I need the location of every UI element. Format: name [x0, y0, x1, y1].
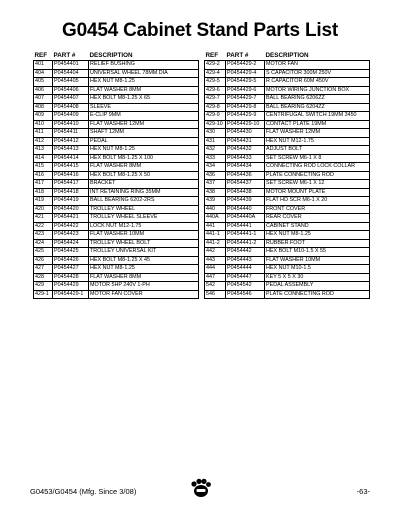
- part-number-cell: P0454429-2: [226, 61, 265, 70]
- part-number-cell: P0454444: [226, 265, 265, 274]
- ref-cell: 406: [34, 86, 53, 95]
- ref-cell: 415: [34, 163, 53, 172]
- ref-cell: 426: [34, 256, 53, 265]
- part-number-cell: P0454429-6: [226, 86, 265, 95]
- part-number-cell: P0454429-9: [226, 112, 265, 121]
- part-number-cell: P0454429-5: [226, 78, 265, 87]
- part-number-cell: P0454411: [53, 129, 89, 138]
- ref-cell: 429: [34, 282, 53, 291]
- part-number-cell: P0454424: [53, 239, 89, 248]
- table-row: [34, 231, 199, 240]
- table-row: [205, 112, 370, 121]
- page-title: G0454 Cabinet Stand Parts List: [62, 20, 338, 41]
- part-number-cell: P0454438: [226, 188, 265, 197]
- description-cell: KEY 5 X 5 X 30: [265, 273, 370, 282]
- table-row: [205, 95, 370, 104]
- description-cell: MOTOR WIRING JUNCTION BOX: [265, 86, 370, 95]
- ref-cell: 416: [34, 171, 53, 180]
- ref-cell: 429-4: [205, 69, 226, 78]
- part-number-cell: P0454416: [53, 171, 89, 180]
- description-cell: INT RETAINING RING 35MM: [89, 188, 199, 197]
- table-header-row: [34, 52, 199, 61]
- description-cell: PEDAL ASSEMBLY: [265, 282, 370, 291]
- ref-cell: 410: [34, 120, 53, 129]
- table-row: [205, 197, 370, 206]
- description-header: DESCRIPTION: [265, 52, 309, 59]
- description-cell: RUBBER FOOT: [265, 239, 370, 248]
- ref-cell: 429-2: [205, 61, 226, 70]
- description-cell: FLAT WASHER 12MM: [265, 129, 370, 138]
- description-cell: HEX BOLT M8-1.25 X 45: [89, 256, 199, 265]
- part-header: PART #: [53, 52, 76, 59]
- description-cell: FRONT COVER: [265, 205, 370, 214]
- ref-cell: 421: [34, 214, 53, 223]
- ref-cell: 404: [34, 69, 53, 78]
- table-row: [205, 120, 370, 129]
- part-number-cell: P0454441-2: [226, 239, 265, 248]
- table-row: [34, 188, 199, 197]
- table-row: [34, 290, 199, 299]
- ref-cell: 434: [205, 163, 226, 172]
- ref-cell: 427: [34, 265, 53, 274]
- table-row: [34, 137, 199, 146]
- ref-cell: 447: [205, 273, 226, 282]
- table-row: [34, 171, 199, 180]
- description-cell: LOCK NUT M12-1.75: [89, 222, 199, 231]
- part-number-cell: P0454421: [53, 214, 89, 223]
- description-cell: TROLLEY WHEEL SLEEVE: [89, 214, 199, 223]
- ref-cell: 418: [34, 188, 53, 197]
- table-row: [34, 273, 199, 282]
- part-number-cell: P0454429-7: [226, 95, 265, 104]
- description-cell: FLAT HD SCR M6-1 X 20: [265, 197, 370, 206]
- part-header: PART #: [226, 52, 249, 59]
- ref-cell: 420: [34, 205, 53, 214]
- part-number-cell: P0454440A: [226, 214, 265, 223]
- part-number-cell: P0454410: [53, 120, 89, 129]
- ref-cell: 413: [34, 146, 53, 155]
- description-cell: R CAPACITOR 60M 450V: [265, 78, 370, 87]
- ref-cell: 433: [205, 154, 226, 163]
- table-row: [34, 86, 199, 95]
- ref-cell: 440A: [205, 214, 226, 223]
- table-row: [205, 188, 370, 197]
- part-number-cell: P0454428: [53, 273, 89, 282]
- description-cell: FLAT WASHER 10MM: [89, 231, 199, 240]
- table-row: [34, 214, 199, 223]
- table-row: [205, 69, 370, 78]
- ref-cell: 440: [205, 205, 226, 214]
- table-row: [34, 61, 199, 70]
- table-row: [205, 231, 370, 240]
- ref-cell: 441: [205, 222, 226, 231]
- table-row: [205, 265, 370, 274]
- description-cell: FLAT WASHER 12MM: [89, 120, 199, 129]
- ref-cell: 423: [34, 231, 53, 240]
- description-cell: FLAT WASHER 10MM: [265, 256, 370, 265]
- table-row: [34, 146, 199, 155]
- description-cell: HEX NUT M12-1.75: [265, 137, 370, 146]
- table-row: [205, 222, 370, 231]
- ref-cell: 436: [205, 171, 226, 180]
- part-number-cell: P0454426: [53, 256, 89, 265]
- part-number-cell: P0454423: [53, 231, 89, 240]
- ref-cell: 425: [34, 248, 53, 257]
- description-cell: FLAT WASHER 8MM: [89, 163, 199, 172]
- table-row: [34, 205, 199, 214]
- description-cell: HEX BOLT M10-1.5 X 55: [265, 248, 370, 257]
- ref-cell: 429-8: [205, 103, 226, 112]
- part-number-cell: P0454413: [53, 146, 89, 155]
- part-number-cell: P0454429-1: [53, 290, 89, 299]
- part-number-cell: P0454407: [53, 95, 89, 104]
- table-row: [205, 154, 370, 163]
- table-row: [34, 129, 199, 138]
- description-cell: TROLLEY WHEEL BOLT: [89, 239, 199, 248]
- part-number-cell: P0454412: [53, 137, 89, 146]
- part-number-cell: P0454419: [53, 197, 89, 206]
- table-row: [205, 256, 370, 265]
- ref-cell: 408: [34, 103, 53, 112]
- part-number-cell: P0454546: [226, 290, 265, 299]
- part-number-cell: P0454427: [53, 265, 89, 274]
- part-number-cell: P0454417: [53, 180, 89, 189]
- part-number-cell: P0454406: [53, 86, 89, 95]
- description-cell: HEX NUT M10-1.5: [265, 265, 370, 274]
- table-row: [34, 103, 199, 112]
- table-row: [34, 95, 199, 104]
- ref-cell: 417: [34, 180, 53, 189]
- description-cell: E-CLIP 9MM: [89, 112, 199, 121]
- ref-cell: 429-1: [34, 290, 53, 299]
- part-number-cell: P0454440: [226, 205, 265, 214]
- description-cell: CONNECTING ROD LOCK COLLAR: [265, 163, 370, 172]
- ref-cell: 405: [34, 78, 53, 87]
- ref-cell: 411: [34, 129, 53, 138]
- table-row: [205, 137, 370, 146]
- table-row: [205, 205, 370, 214]
- part-number-cell: P0454432: [226, 146, 265, 155]
- description-cell: MOTOR FAN COVER: [89, 290, 199, 299]
- ref-cell: 441-2: [205, 239, 226, 248]
- ref-cell: 409: [34, 112, 53, 121]
- parts-table-right: [204, 52, 370, 299]
- ref-header: REF: [205, 52, 219, 59]
- description-cell: PLATE CONNECTING ROD: [265, 171, 370, 180]
- bear-paw-logo-icon: [190, 478, 212, 498]
- part-number-cell: P0454415: [53, 163, 89, 172]
- table-row: [205, 129, 370, 138]
- table-row: [34, 163, 199, 172]
- description-cell: CENTRIFUGAL SWITCH 19MM 3450: [265, 112, 370, 121]
- description-cell: HEX NUT M8-1.25: [89, 78, 199, 87]
- part-number-cell: P0454437: [226, 180, 265, 189]
- description-cell: MOTOR MOUNT PLATE: [265, 188, 370, 197]
- ref-cell: 419: [34, 197, 53, 206]
- ref-cell: 429-6: [205, 86, 226, 95]
- table-row: [34, 120, 199, 129]
- description-cell: S CAPACITOR 300M 250V: [265, 69, 370, 78]
- description-cell: FLAT WASHER 8MM: [89, 273, 199, 282]
- description-cell: CABINET STAND: [265, 222, 370, 231]
- ref-cell: 424: [34, 239, 53, 248]
- table-row: [34, 256, 199, 265]
- description-cell: HEX NUT M8-1.25: [265, 231, 370, 240]
- ref-cell: 429-9: [205, 112, 226, 121]
- part-number-cell: P0454431: [226, 137, 265, 146]
- part-number-cell: P0454405: [53, 78, 89, 87]
- table-row: [205, 248, 370, 257]
- description-cell: TROLLEY WHEEL: [89, 205, 199, 214]
- ref-cell: 443: [205, 256, 226, 265]
- ref-cell: 432: [205, 146, 226, 155]
- description-cell: FLAT WASHER 8MM: [89, 86, 199, 95]
- ref-cell: 437: [205, 180, 226, 189]
- part-number-cell: P0454441: [226, 222, 265, 231]
- ref-cell: 412: [34, 137, 53, 146]
- table-row: [205, 78, 370, 87]
- ref-cell: 407: [34, 95, 53, 104]
- description-cell: PLATE CONNECTING ROD: [265, 290, 370, 299]
- table-row: [205, 163, 370, 172]
- description-cell: MOTOR FAN: [265, 61, 370, 70]
- description-cell: SLEEVE: [89, 103, 199, 112]
- ref-cell: 546: [205, 290, 226, 299]
- part-number-cell: P0454436: [226, 171, 265, 180]
- ref-header: REF: [34, 52, 48, 59]
- part-number-cell: P0454447: [226, 273, 265, 282]
- description-cell: HEX BOLT M8-1.25 X 65: [89, 95, 199, 104]
- description-cell: BALL BEARING 6202-2RS: [89, 197, 199, 206]
- ref-cell: 428: [34, 273, 53, 282]
- description-cell: ADJUST BOLT: [265, 146, 370, 155]
- part-number-cell: P0454441-1: [226, 231, 265, 240]
- table-row: [205, 214, 370, 223]
- ref-cell: 442: [205, 248, 226, 257]
- table-row: [205, 239, 370, 248]
- part-number-cell: P0454420: [53, 205, 89, 214]
- description-cell: RELIEF BUSHING: [89, 61, 199, 70]
- description-cell: BALL BEARING 6206ZZ: [265, 95, 370, 104]
- part-number-cell: P0454433: [226, 154, 265, 163]
- description-cell: SET SCREW M6-1 X 12: [265, 180, 370, 189]
- table-row: [34, 197, 199, 206]
- part-number-cell: P0454418: [53, 188, 89, 197]
- ref-cell: 429-5: [205, 78, 226, 87]
- part-number-cell: P0454401: [53, 61, 89, 70]
- parts-table-right-body: [205, 61, 370, 299]
- part-number-cell: P0454429: [53, 282, 89, 291]
- table-row: [205, 180, 370, 189]
- footer-model-text: G0453/G0454 (Mfg. Since 3/08): [30, 487, 137, 496]
- table-row: [34, 154, 199, 163]
- description-cell: MOTOR 5HP 240V 1-PH: [89, 282, 199, 291]
- description-cell: TROLLEY UNIVERSAL KIT: [89, 248, 199, 257]
- table-row: [205, 282, 370, 291]
- table-row: [34, 69, 199, 78]
- part-number-cell: P0454414: [53, 154, 89, 163]
- description-cell: SHAFT 12MM: [89, 129, 199, 138]
- part-number-cell: P0454425: [53, 248, 89, 257]
- description-cell: HEX NUT M8-1.25: [89, 146, 199, 155]
- table-header-row: [205, 52, 370, 61]
- table-row: [34, 248, 199, 257]
- ref-cell: 429-10: [205, 120, 226, 129]
- part-number-cell: P0454409: [53, 112, 89, 121]
- parts-table-left: [33, 52, 199, 299]
- part-number-cell: P0454443: [226, 256, 265, 265]
- description-cell: PEDAL: [89, 137, 199, 146]
- part-number-cell: P0454429-8: [226, 103, 265, 112]
- table-row: [205, 61, 370, 70]
- part-number-cell: P0454439: [226, 197, 265, 206]
- table-row: [205, 103, 370, 112]
- ref-cell: 414: [34, 154, 53, 163]
- ref-cell: 439: [205, 197, 226, 206]
- description-cell: SET SCREW M6-1 X 8: [265, 154, 370, 163]
- table-row: [34, 78, 199, 87]
- part-number-cell: P0454429-4: [226, 69, 265, 78]
- parts-table-left-body: [34, 61, 199, 299]
- page-number: -63-: [356, 487, 370, 496]
- table-row: [205, 86, 370, 95]
- ref-cell: 431: [205, 137, 226, 146]
- table-row: [34, 265, 199, 274]
- description-cell: BALL BEARING 6204ZZ: [265, 103, 370, 112]
- ref-cell: 438: [205, 188, 226, 197]
- part-number-cell: P0454430: [226, 129, 265, 138]
- part-number-cell: P0454404: [53, 69, 89, 78]
- part-number-cell: P0454542: [226, 282, 265, 291]
- table-row: [205, 290, 370, 299]
- table-row: [34, 180, 199, 189]
- table-row: [34, 112, 199, 121]
- description-cell: CONTACT PLATE 19MM: [265, 120, 370, 129]
- parts-tables: [33, 52, 370, 299]
- description-cell: HEX BOLT M8-1.25 X 100: [89, 154, 199, 163]
- description-cell: REAR COVER: [265, 214, 370, 223]
- ref-cell: 444: [205, 265, 226, 274]
- description-cell: UNIVERSAL WHEEL 78MM DIA: [89, 69, 199, 78]
- table-row: [205, 146, 370, 155]
- ref-cell: 422: [34, 222, 53, 231]
- part-number-cell: P0454429-10: [226, 120, 265, 129]
- table-row: [205, 171, 370, 180]
- part-number-cell: P0454422: [53, 222, 89, 231]
- ref-cell: 401: [34, 61, 53, 70]
- description-cell: HEX BOLT M8-1.25 X 50: [89, 171, 199, 180]
- description-header: DESCRIPTION: [89, 52, 133, 59]
- ref-cell: 429-7: [205, 95, 226, 104]
- ref-cell: 430: [205, 129, 226, 138]
- part-number-cell: P0454434: [226, 163, 265, 172]
- table-row: [34, 282, 199, 291]
- part-number-cell: P0454442: [226, 248, 265, 257]
- description-cell: BRACKET: [89, 180, 199, 189]
- table-row: [34, 239, 199, 248]
- ref-cell: 542: [205, 282, 226, 291]
- table-row: [34, 222, 199, 231]
- part-number-cell: P0454408: [53, 103, 89, 112]
- description-cell: HEX NUT M8-1.25: [89, 265, 199, 274]
- table-row: [205, 273, 370, 282]
- ref-cell: 441-1: [205, 231, 226, 240]
